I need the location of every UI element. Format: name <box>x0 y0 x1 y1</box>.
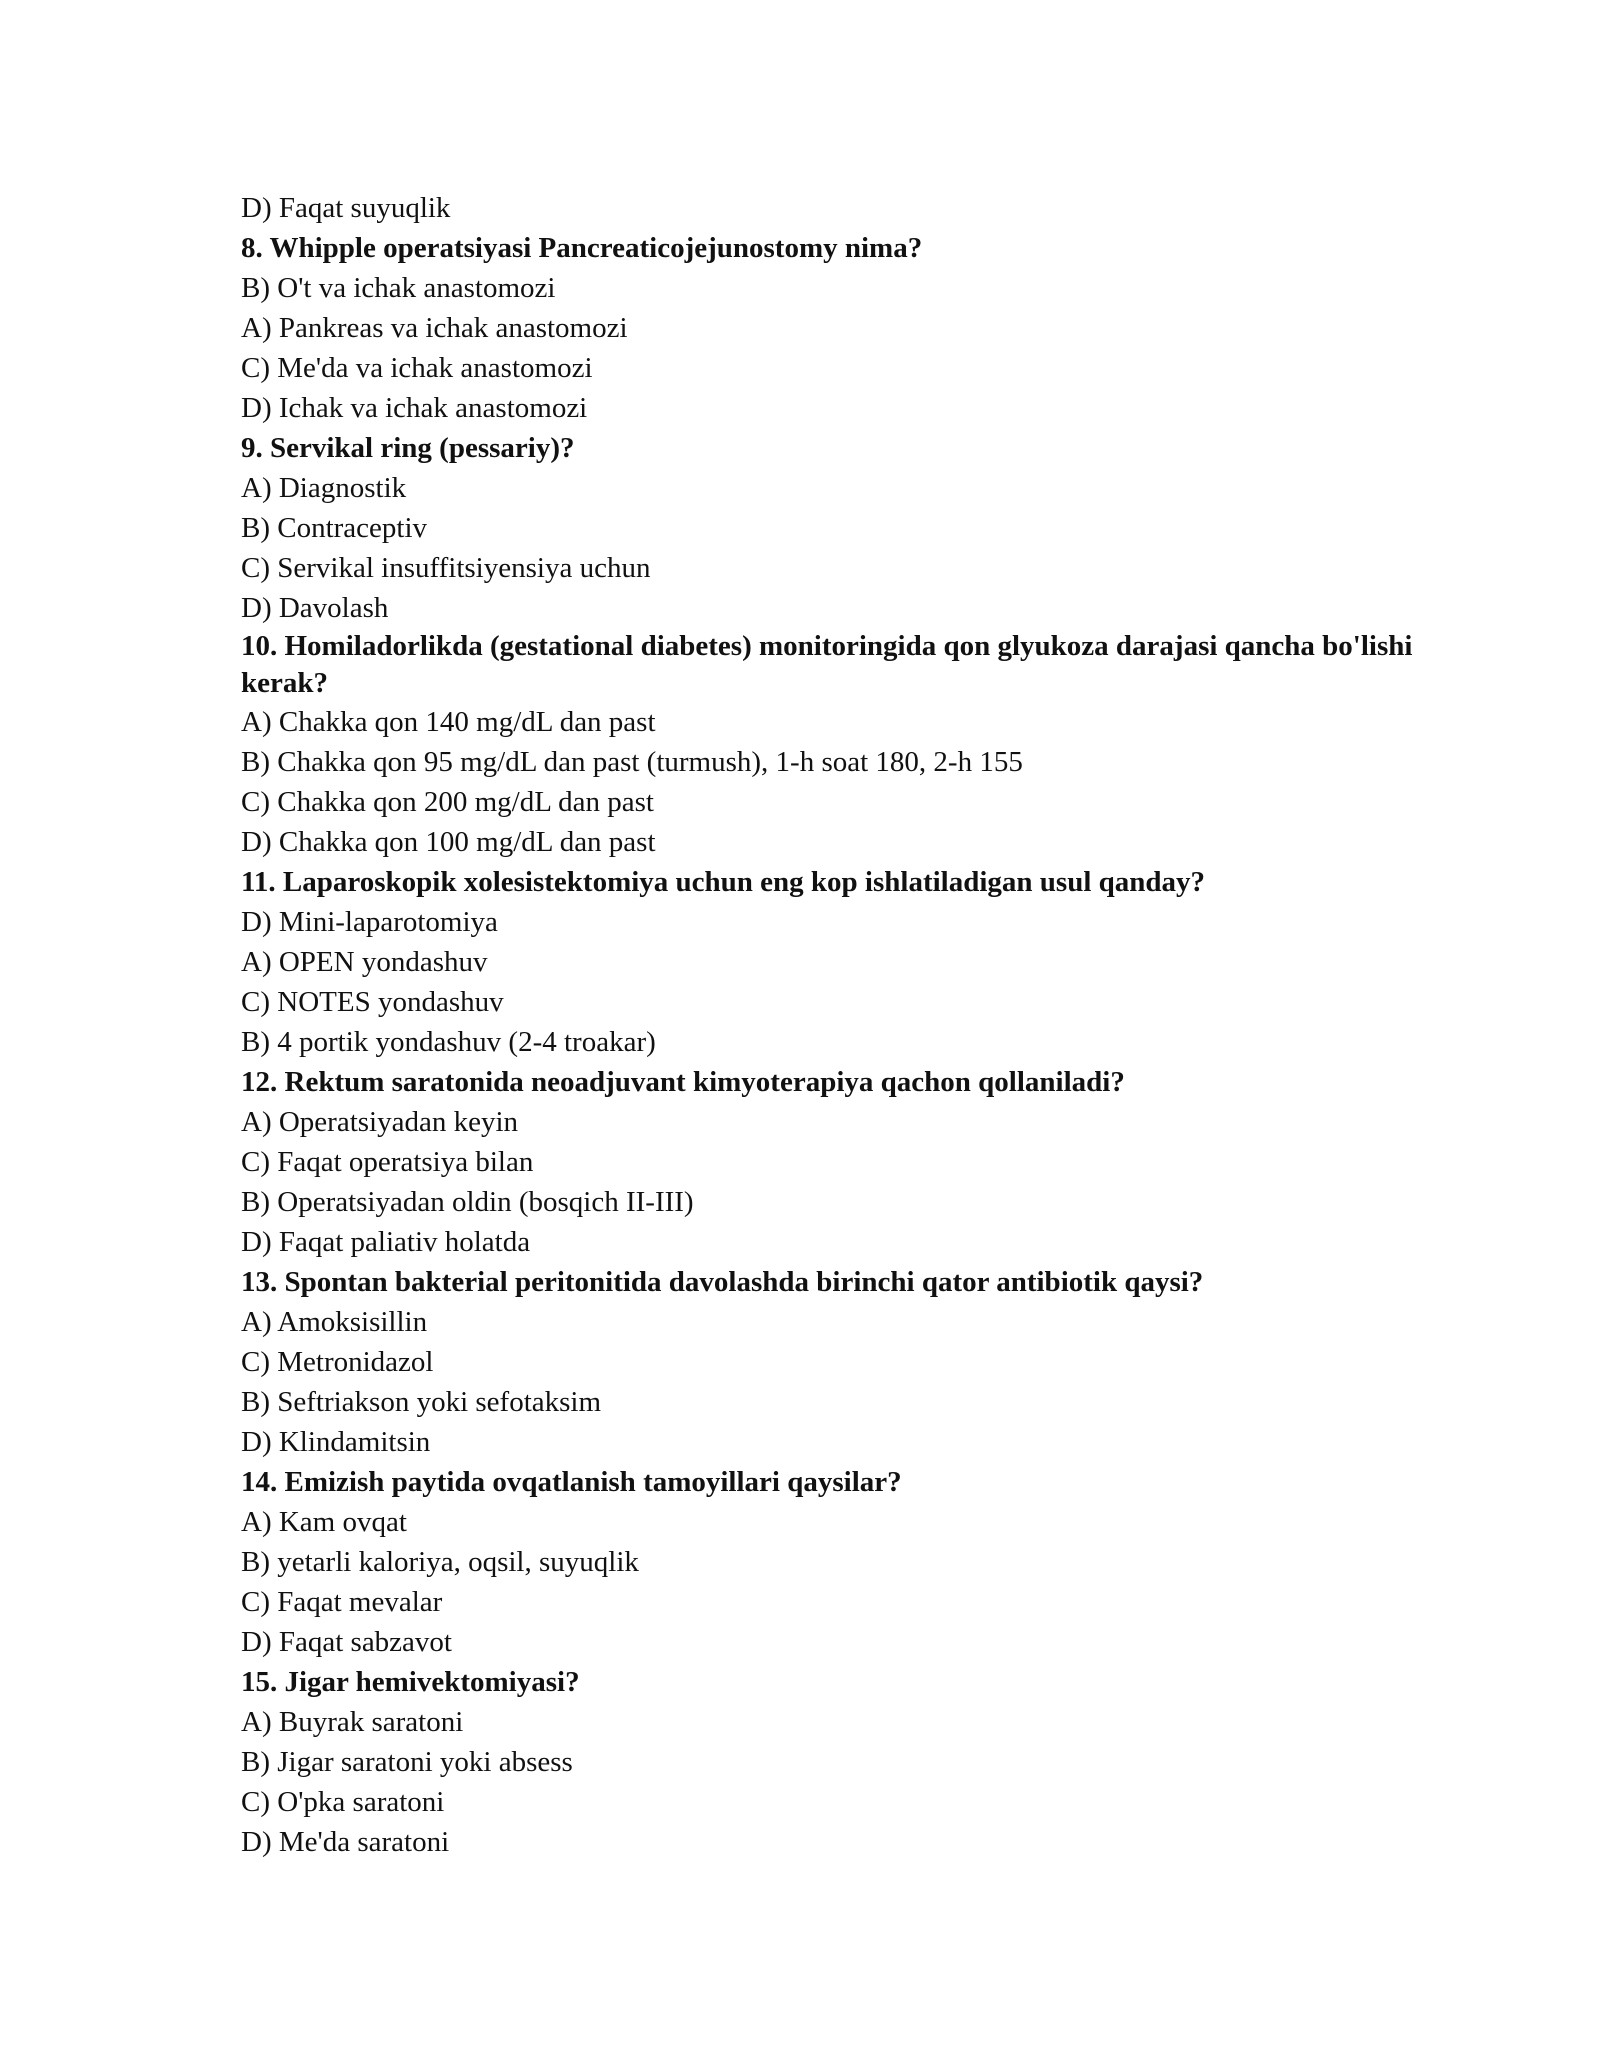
answer-option: A) Operatsiyadan keyin <box>241 1106 519 1138</box>
question-text: 10. Homiladorlikda (gestational diabetes) monitoringida qon glyukoza darajasi qancha bo'lishi kerak? <box>241 630 1413 699</box>
answer-option: D) Mini-laparotomiya <box>241 906 498 938</box>
question-text: 11. Laparoskopik xolesistektomiya uchun eng kop ishlatiladigan usul qanday? <box>241 866 1206 898</box>
answer-option: C) Faqat operatsiya bilan <box>241 1146 534 1178</box>
answer-option: C) O'pka saratoni <box>241 1786 445 1818</box>
answer-option: D) Ichak va ichak anastomozi <box>241 392 588 424</box>
answer-option: D) Davolash <box>241 592 389 624</box>
answer-option: A) Diagnostik <box>241 472 407 504</box>
answer-option: C) Chakka qon 200 mg/dL dan past <box>241 786 654 818</box>
answer-option: C) NOTES yondashuv <box>241 986 504 1018</box>
answer-option: A) Kam ovqat <box>241 1506 407 1538</box>
answer-option: C) Metronidazol <box>241 1346 434 1378</box>
answer-option: D) Klindamitsin <box>241 1426 431 1458</box>
answer-option: D) Faqat suyuqlik <box>241 192 451 224</box>
answer-option: D) Faqat paliativ holatda <box>241 1226 531 1258</box>
answer-option: C) Me'da va ichak anastomozi <box>241 352 593 384</box>
answer-option: B) Jigar saratoni yoki absess <box>241 1746 573 1778</box>
question-text: 13. Spontan bakterial peritonitida davolashda birinchi qator antibiotik qaysi? <box>241 1266 1204 1298</box>
answer-option: A) Chakka qon 140 mg/dL dan past <box>241 706 656 738</box>
answer-option: B) Operatsiyadan oldin (bosqich II-III) <box>241 1186 694 1218</box>
answer-option: B) Seftriakson yoki sefotaksim <box>241 1386 602 1418</box>
question-text: 14. Emizish paytida ovqatlanish tamoyillari qaysilar? <box>241 1466 902 1498</box>
answer-option: A) Pankreas va ichak anastomozi <box>241 312 628 344</box>
answer-option: A) Buyrak saratoni <box>241 1706 464 1738</box>
answer-option: A) OPEN yondashuv <box>241 946 488 978</box>
answer-option: B) yetarli kaloriya, oqsil, suyuqlik <box>241 1546 639 1578</box>
answer-option: B) 4 portik yondashuv (2-4 troakar) <box>241 1026 656 1058</box>
answer-option: C) Servikal insuffitsiyensiya uchun <box>241 552 651 584</box>
question-text: 8. Whipple operatsiyasi Pancreaticojejunostomy nima? <box>241 232 923 264</box>
answer-option: D) Chakka qon 100 mg/dL dan past <box>241 826 656 858</box>
answer-option: B) O't va ichak anastomozi <box>241 272 556 304</box>
question-text: 12. Rektum saratonida neoadjuvant kimyoterapiya qachon qollaniladi? <box>241 1066 1125 1098</box>
answer-option: A) Amoksisillin <box>241 1306 428 1338</box>
document-page <box>241 188 1441 1862</box>
answer-option: D) Faqat sabzavot <box>241 1626 452 1658</box>
answer-option: B) Chakka qon 95 mg/dL dan past (turmush), 1-h soat 180, 2-h 155 <box>241 746 1023 778</box>
question-text: 9. Servikal ring (pessariy)? <box>241 432 575 464</box>
answer-option: C) Faqat mevalar <box>241 1586 443 1618</box>
question-text: 15. Jigar hemivektomiyasi? <box>241 1666 580 1698</box>
answer-option: B) Contraceptiv <box>241 512 428 544</box>
answer-option: D) Me'da saratoni <box>241 1826 450 1858</box>
